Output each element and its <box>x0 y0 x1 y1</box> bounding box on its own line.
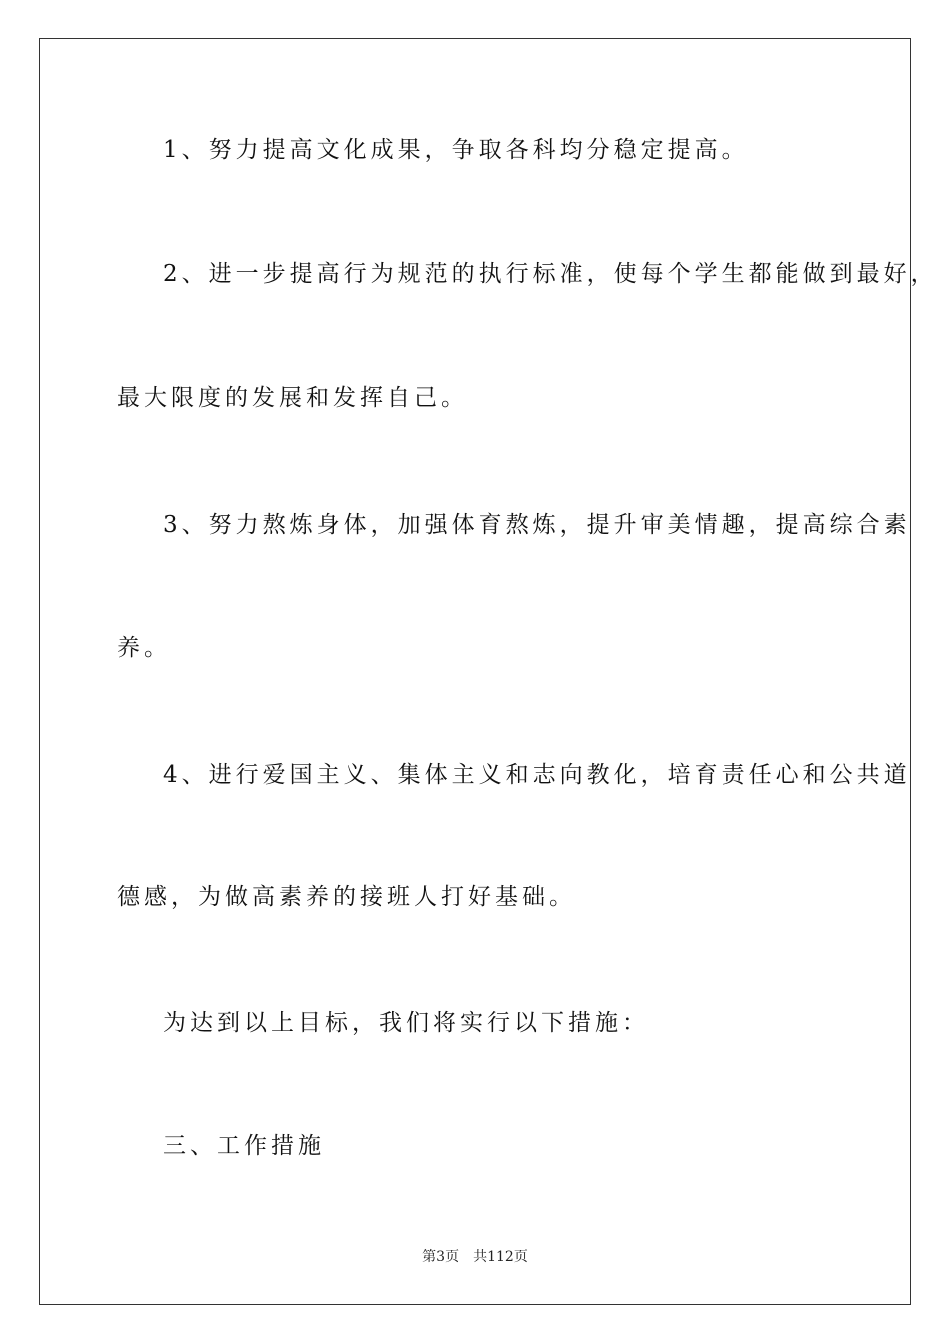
paragraph-4-line-1: 4、进行爱国主义、集体主义和志向教化，培育责任心和公共道 <box>163 762 911 788</box>
paragraph-3-line-2: 养。 <box>117 635 171 661</box>
current-page-label: 第3页 <box>422 1249 460 1265</box>
total-pages-label: 共112页 <box>473 1249 528 1265</box>
paragraph-3-line-1: 3、努力熬炼身体，加强体育熬炼，提升审美情趣，提高综合素 <box>163 512 911 538</box>
page-footer <box>0 1247 950 1267</box>
paragraph-1-line-1: 1、努力提高文化成果，争取各科均分稳定提高。 <box>163 137 749 163</box>
page-border <box>39 38 911 1305</box>
paragraph-2-line-2: 最大限度的发展和发挥自己。 <box>117 385 468 411</box>
paragraph-4-line-2: 德感，为做高素养的接班人打好基础。 <box>117 884 576 910</box>
paragraph-2-line-1: 2、进一步提高行为规范的执行标准，使每个学生都能做到最好， <box>163 261 938 287</box>
section-heading-work-measures: 三、工作措施 <box>163 1133 325 1159</box>
paragraph-5-line-1: 为达到以上目标，我们将实行以下措施： <box>163 1010 649 1036</box>
